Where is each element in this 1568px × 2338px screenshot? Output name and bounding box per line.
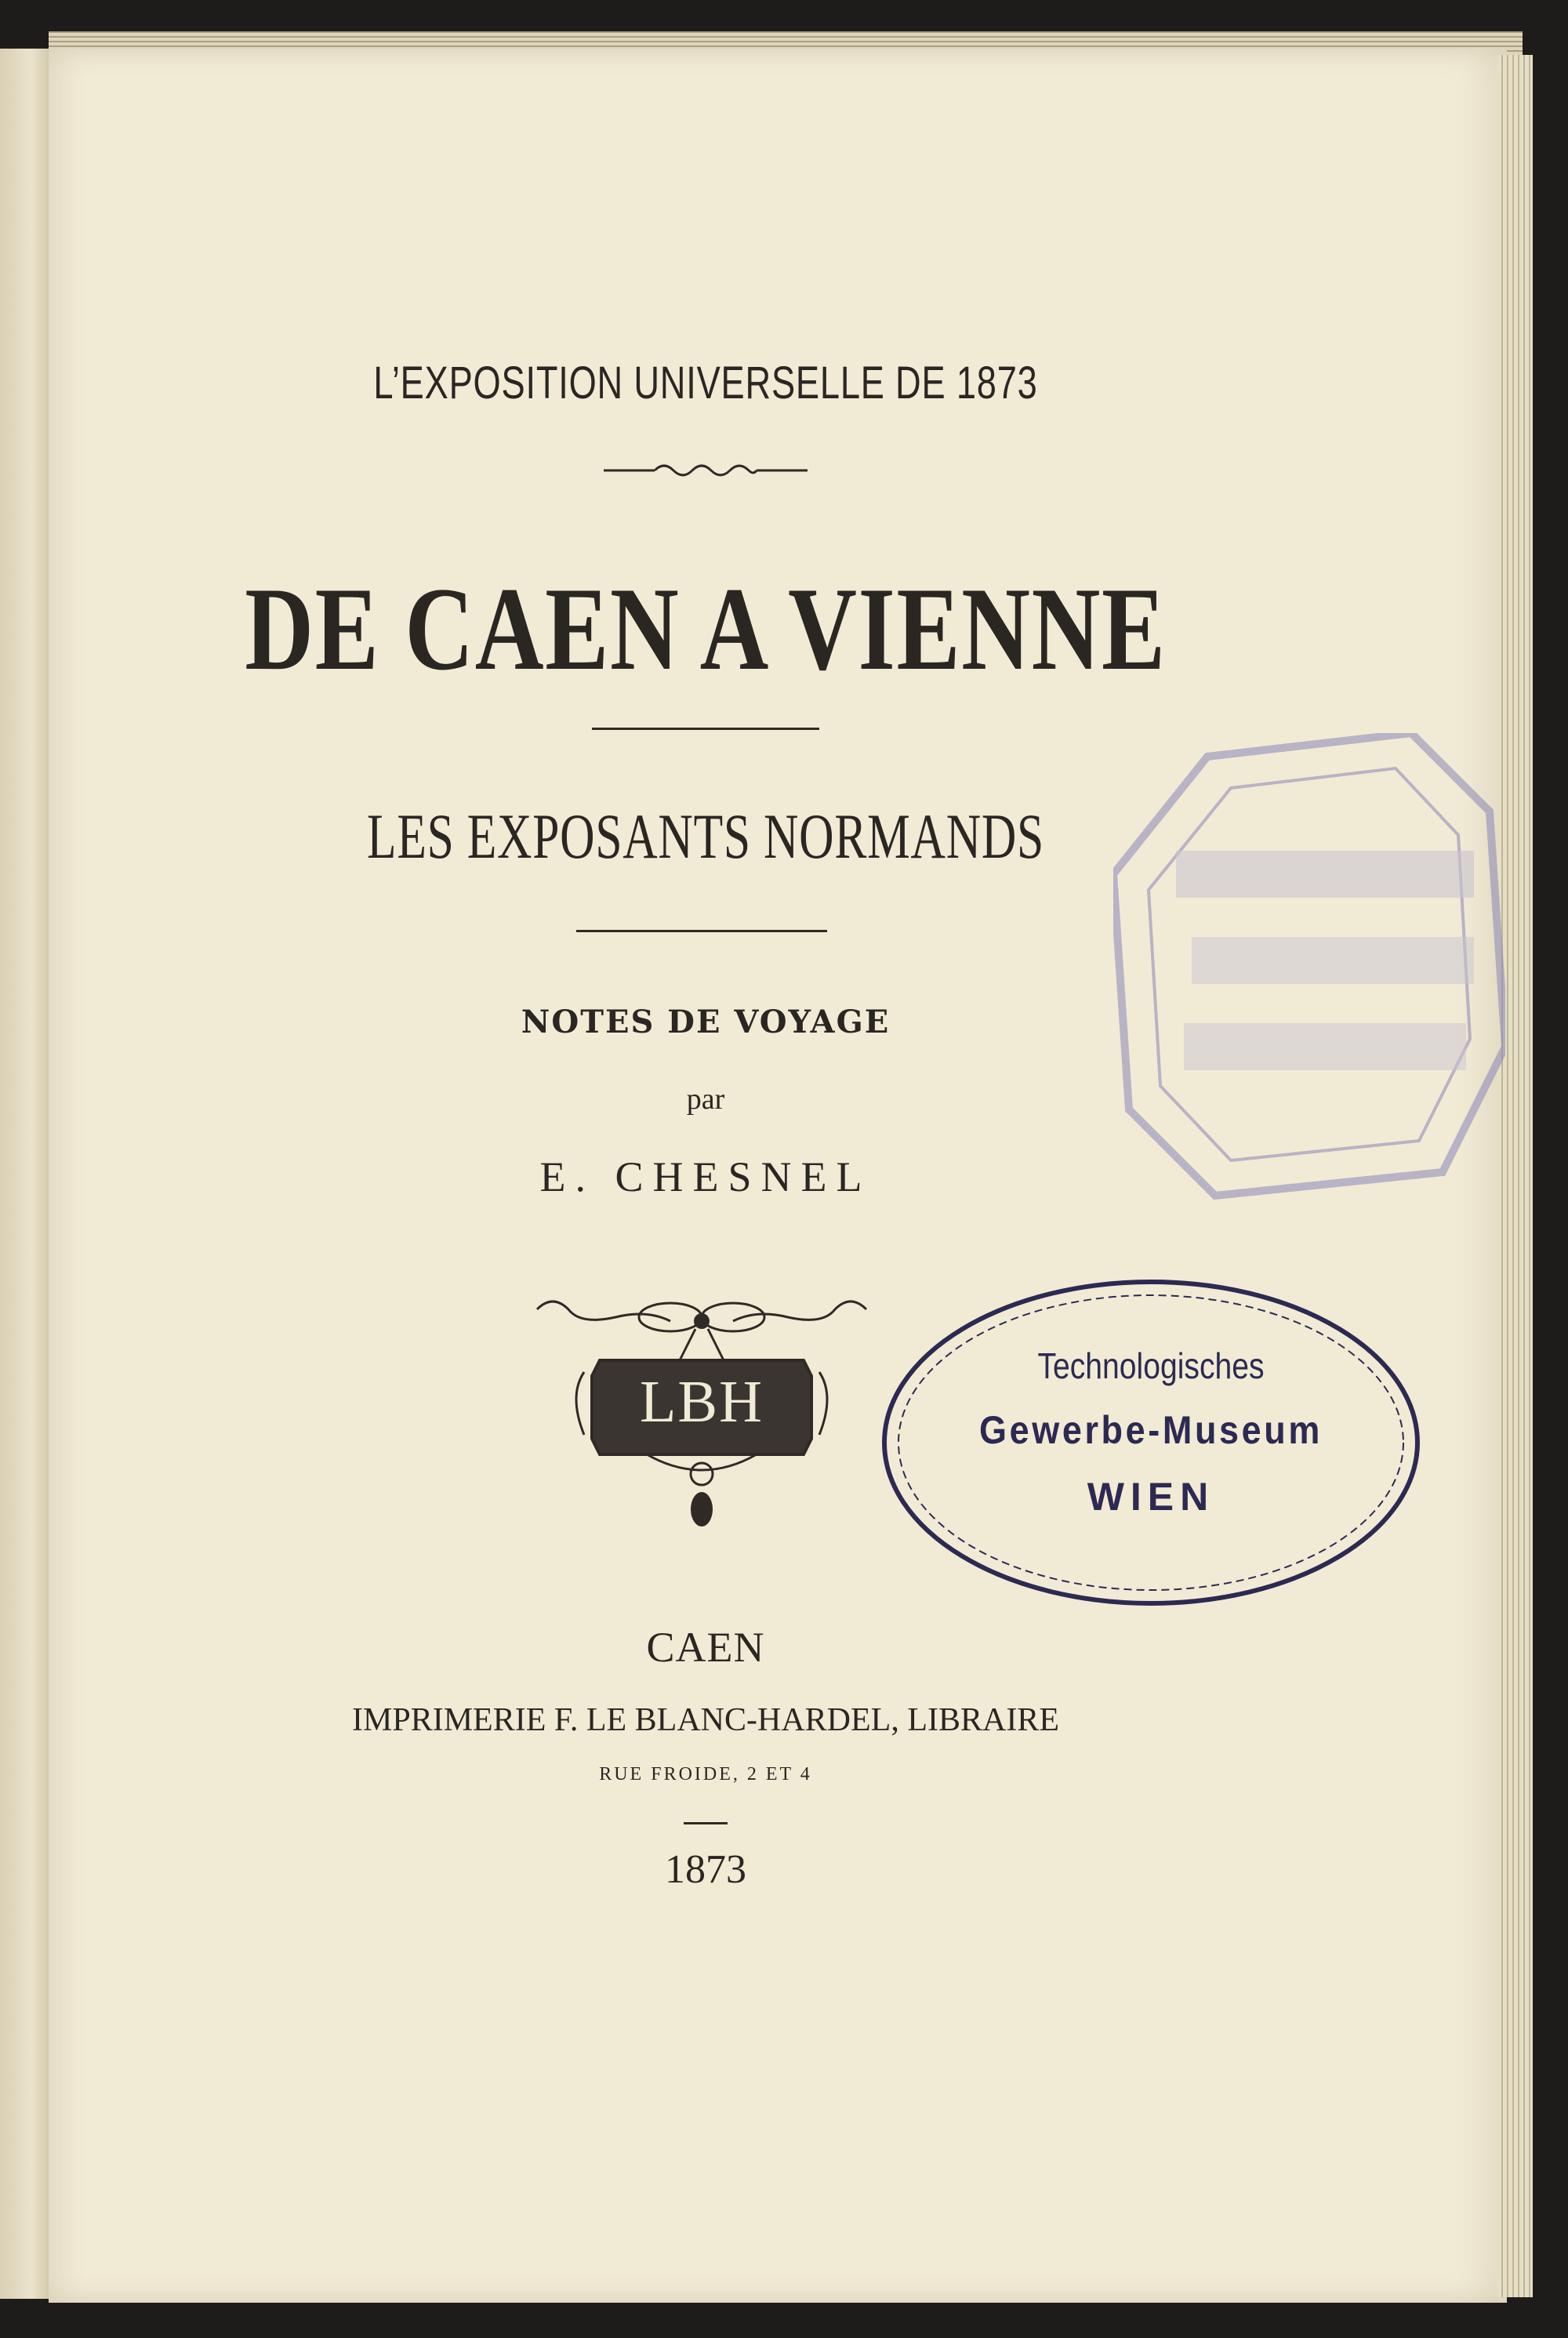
museum-library-stamp (877, 1270, 1425, 1615)
ornament-divider (604, 459, 808, 482)
divider-rule (684, 1822, 728, 1824)
subtitle: LES EXPOSANTS NORMANDS (367, 801, 1044, 872)
notes-heading: NOTES DE VOYAGE (521, 1004, 891, 1040)
main-title: DE CAEN A VIENNE (245, 563, 1167, 695)
by-label: par (686, 1083, 725, 1116)
stamp-line-3: WIEN (1087, 1475, 1215, 1519)
stamp-line-2: Gewerbe-Museum (978, 1408, 1323, 1452)
city: CAEN (646, 1624, 765, 1671)
publication-year: 1873 (665, 1847, 746, 1892)
printer-logo-text: LBH (640, 1369, 764, 1435)
exposition-heading: L’EXPOSITION UNIVERSELLE DE 1873 (373, 358, 1038, 408)
divider-rule (592, 728, 819, 730)
faded-library-stamp-icon (1113, 733, 1505, 1203)
author-name: E. CHESNEL (539, 1153, 872, 1200)
printer-line: IMPRIMERIE F. LE BLANC-HARDEL, LIBRAIRE (352, 1702, 1059, 1738)
address-line: RUE FROIDE, 2 ET 4 (599, 1764, 812, 1784)
stamp-line-1: Technologisches (1037, 1345, 1265, 1386)
divider-rule (576, 930, 827, 932)
